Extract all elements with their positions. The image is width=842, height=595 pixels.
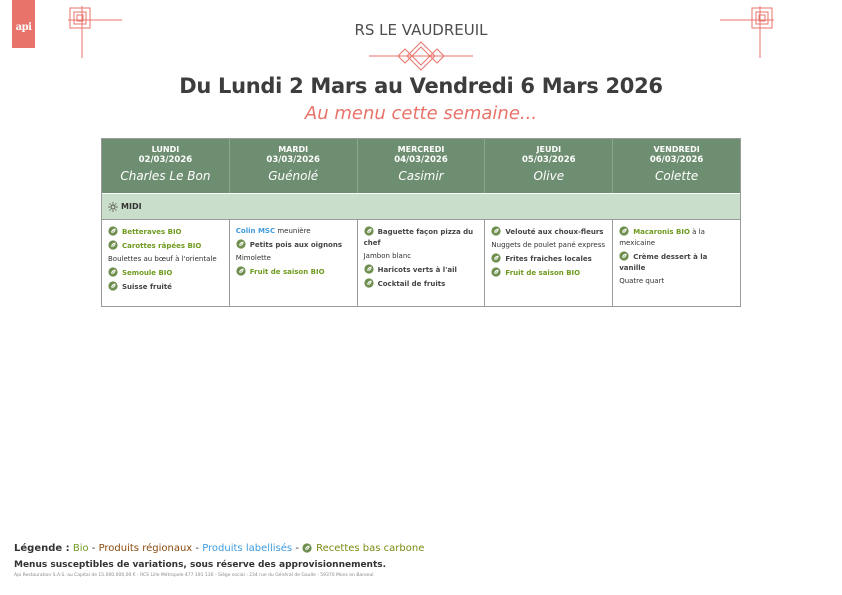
leaf-icon <box>236 266 246 276</box>
dish-text: Crème dessert à la vanille <box>619 253 708 272</box>
dish-item <box>619 251 735 274</box>
company-info: Api Restauration S.A.S. au Capital de 15.000.000,00 € - RCS Lille Métropole 477 191 130 - Siège social : 234 rue du Général de Gaulle - 59370 Mons en Baroeul <box>14 573 374 578</box>
dishes-monday <box>102 220 230 306</box>
dish-text: Cocktail de fruits <box>377 280 446 288</box>
legend: Légende : Bio - Produits régionaux - Produits labellisés - Recettes bas carbone <box>14 543 425 554</box>
dish-item <box>491 253 607 265</box>
dish-item <box>364 226 480 249</box>
leaf-icon <box>491 267 501 277</box>
dish-item <box>491 226 607 238</box>
day-header-monday <box>102 139 230 193</box>
leaf-icon <box>491 226 501 236</box>
legend-title: Légende : <box>14 543 70 554</box>
service-label: MIDI <box>121 202 142 211</box>
site-name: RS LE VAUDREUIL <box>354 21 488 39</box>
dishes-row <box>102 219 740 306</box>
leaf-icon <box>108 226 118 236</box>
legend-bio: Bio <box>72 543 89 554</box>
dish-item <box>108 267 224 279</box>
leaf-icon <box>364 264 374 274</box>
page-title: Du Lundi 2 Mars au Vendredi 6 Mars 2026 <box>179 74 663 98</box>
legend-low-carbon: Recettes bas carbone <box>316 543 425 554</box>
page-subtitle: Au menu cette semaine... <box>304 103 538 124</box>
dish-text: meunière <box>275 227 311 235</box>
day-date: 05/03/2026 <box>522 155 576 165</box>
leaf-icon <box>236 239 246 249</box>
day-name: JEUDI <box>536 145 562 154</box>
leaf-icon <box>619 226 629 236</box>
dish-text: Baguette façon pizza du chef <box>363 228 474 247</box>
dish-text: Semoule BIO <box>122 269 173 277</box>
sun-icon <box>108 202 118 212</box>
dish-item <box>619 276 735 287</box>
title-ornament <box>369 41 473 71</box>
dish-text: Haricots verts à l'ail <box>377 266 457 274</box>
day-date: 06/03/2026 <box>649 155 704 165</box>
day-header-wednesday <box>358 139 486 193</box>
day-header-thursday <box>485 139 613 193</box>
leaf-icon <box>364 226 374 236</box>
dish-item <box>236 266 352 278</box>
dish-item <box>108 226 224 238</box>
dish-suffix: à la mexicaine <box>619 228 705 247</box>
leaf-icon <box>619 251 629 261</box>
legend-labelled: Produits labellisés <box>202 543 293 554</box>
dish-text: Carottes râpées BIO <box>122 242 202 250</box>
label-badge: Colin MSC <box>235 227 276 235</box>
dish-text: Frites fraiches locales <box>505 255 592 263</box>
day-date: 03/03/2026 <box>266 155 320 165</box>
api-logo: api <box>12 0 35 48</box>
leaf-icon <box>108 240 118 250</box>
dish-item <box>236 239 352 251</box>
dishes-wednesday <box>358 220 486 306</box>
dish-item <box>108 281 224 293</box>
leaf-icon <box>302 543 312 553</box>
dish-item <box>236 226 352 237</box>
dish-text: Jambon blanc <box>363 252 412 260</box>
dish-item <box>364 251 480 262</box>
dishes-tuesday <box>230 220 358 306</box>
dish-text: Quatre quart <box>619 277 665 285</box>
dish-item <box>236 253 352 264</box>
dish-text: Petits pois aux oignons <box>249 241 343 249</box>
dish-item <box>491 240 607 251</box>
dish-text: Fruit de saison BIO <box>505 269 581 277</box>
day-header-friday <box>613 139 740 193</box>
day-header-tuesday <box>230 139 358 193</box>
dish-text: Macaronis BIO <box>633 228 690 236</box>
legend-regional: Produits régionaux <box>98 543 193 554</box>
dish-item <box>364 264 480 276</box>
dish-item <box>364 278 480 290</box>
dishes-friday <box>613 220 740 306</box>
dish-text: Velouté aux choux-fleurs <box>505 228 604 236</box>
leaf-icon <box>108 267 118 277</box>
day-date: 02/03/2026 <box>138 155 193 165</box>
menu-table <box>101 138 741 307</box>
day-saint: Olive <box>533 169 565 183</box>
day-name: MERCREDI <box>397 145 445 154</box>
dish-item <box>108 254 224 265</box>
dish-text: Nuggets de poulet pané express <box>491 241 606 249</box>
day-saint: Casimir <box>398 169 444 183</box>
dish-item <box>108 240 224 252</box>
dish-text: Fruit de saison BIO <box>249 268 325 276</box>
day-saint: Colette <box>654 169 699 183</box>
leaf-icon <box>108 281 118 291</box>
day-date: 04/03/2026 <box>394 155 448 165</box>
dish-text: Mimolette <box>235 254 271 262</box>
leaf-icon <box>364 278 374 288</box>
day-header-row <box>102 139 740 193</box>
dishes-thursday <box>485 220 613 306</box>
day-name: LUNDI <box>151 145 180 154</box>
service-row-midi <box>102 193 740 219</box>
dish-item <box>491 267 607 279</box>
disclaimer: Menus susceptibles de variations, sous réserve des approvisionnements. <box>14 560 387 570</box>
day-name: VENDREDI <box>653 145 700 154</box>
dish-text: Betteraves BIO <box>122 228 182 236</box>
leaf-icon <box>491 253 501 263</box>
day-name: MARDI <box>278 145 309 154</box>
day-saint: Guénolé <box>268 169 319 183</box>
day-saint: Charles Le Bon <box>120 169 211 183</box>
dish-item <box>619 226 735 249</box>
dish-text: Suisse fruité <box>122 283 172 291</box>
dish-text: Boulettes au bœuf à l'orientale <box>108 255 217 263</box>
